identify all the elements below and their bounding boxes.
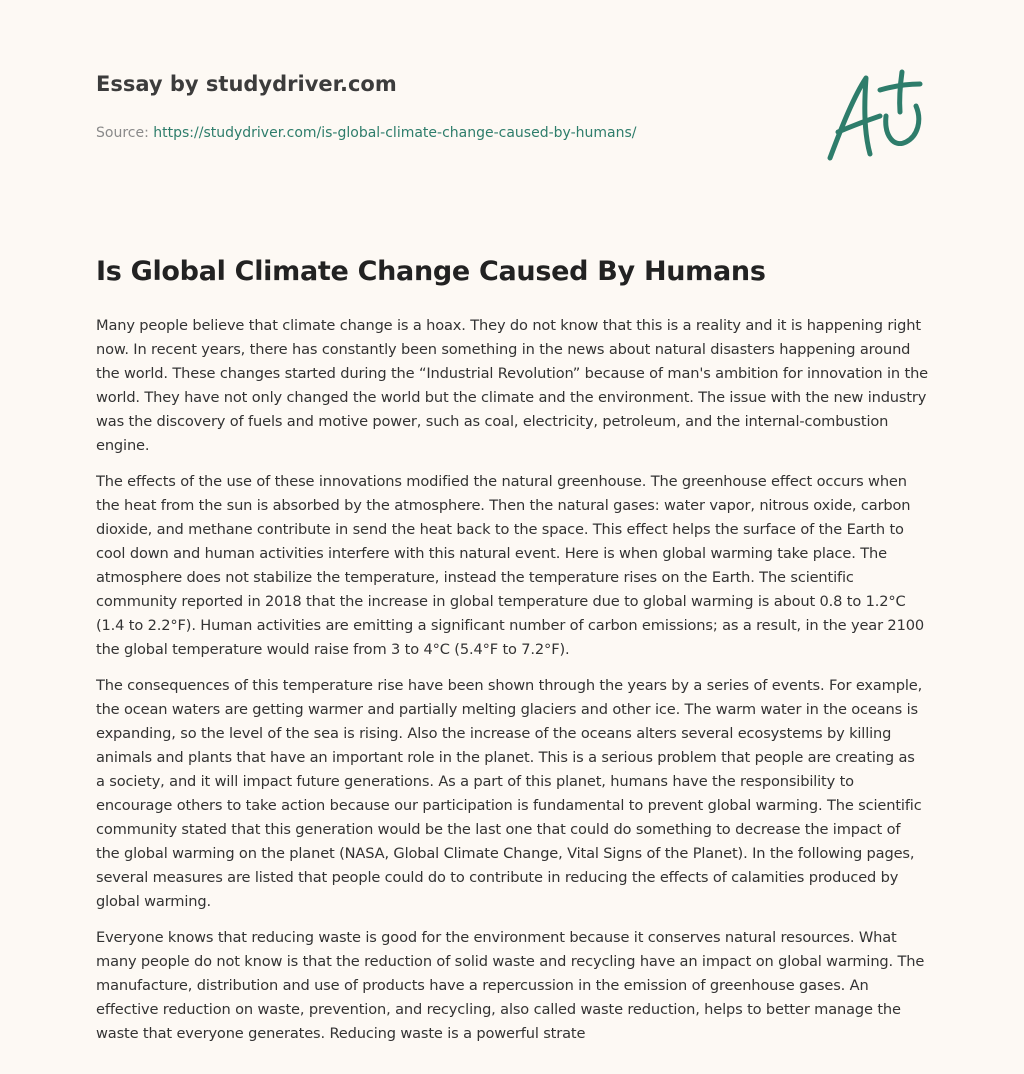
essay-paragraph: The effects of the use of these innovations modified the natural greenhouse. The greenhouse effect occurs when the heat from the sun is absorbed by the atmosphere. Then the natural gases: water vapor, nitrous oxide, carbon dioxide, and methane contribute in send the heat back to the space. This effect helps the surface of the Earth to cool down and human activities interfere with this natural event. Here is when global warming take place. The atmosphere does not stabilize the temperature, instead the temperature rises on the Earth. The scientific community reported in 2018 that the increase in global temperature due to global warming is about 0.8 to 1.2°C (1.4 to 2.2°F). Human activities are emitting a significant number of carbon emissions; as a result, in the year 2100 the global temperature would raise from 3 to 4°C (5.4°F to 7.2°F). xyxy=(96,473,924,658)
essay-paragraph: Everyone knows that reducing waste is good for the environment because it conserves natural resources. What many people do not know is that the reduction of solid waste and recycling have an impact on global warming. The manufacture, distribution and use of products have a repercussion in the emission of greenhouse gases. An effective reduction on waste, prevention, and recycling, also called waste reduction, helps to better manage the waste that everyone generates. Reducing waste is a powerful strate xyxy=(96,929,925,1042)
essay-title: Is Global Climate Change Caused By Humans xyxy=(96,256,766,287)
plus-vertical xyxy=(900,72,902,112)
site-brand: Essay by studydriver.com xyxy=(96,72,397,96)
a-plus-logo-svg xyxy=(820,66,930,166)
letter-a-stroke xyxy=(830,78,870,158)
essay-paragraph: The consequences of this temperature rise have been shown through the years by a series of events. For example, the ocean waters are getting warmer and partially melting glaciers and other ice. The warm water in the oceans is expanding, so the level of the sea is rising. Also the increase of the oceans alters several ecosystems by killing animals and plants that have an important role in the planet. This is a serious problem that people are creating as a society, and it will impact future generations. As a part of this planet, humans have the responsibility to encourage others to take action because our participation is fundamental to prevent global warming. The scientific community stated that this generation would be the last one that could do something to decrease the impact of the global warming on the planet (NASA, Global Climate Change, Vital Signs of the Planet). In the following pages, several measures are listed that people could do to contribute in reducing the effects of calamities produced by global warming. xyxy=(96,677,923,910)
a-plus-grade-icon xyxy=(820,66,930,166)
essay-paragraph: Many people believe that climate change is a hoax. They do not know that this is a reality and it is happening right now. In recent years, there has constantly been something in the news about natural disasters happening around the world. These changes started during the “Industrial Revolution” because of man's ambition for innovation in the world. They have not only changed the world but the climate and the environment. The issue with the new industry was the discovery of fuels and motive power, such as coal, electricity, petroleum, and the internal-combustion engine. xyxy=(96,317,928,454)
source-line xyxy=(96,124,816,142)
essay-body xyxy=(96,314,928,1060)
essay-header xyxy=(96,72,816,142)
source-label: Source: xyxy=(96,125,154,142)
source-link[interactable]: https://studydriver.com/is-global-climate-change-caused-by-humans/ xyxy=(153,125,637,142)
